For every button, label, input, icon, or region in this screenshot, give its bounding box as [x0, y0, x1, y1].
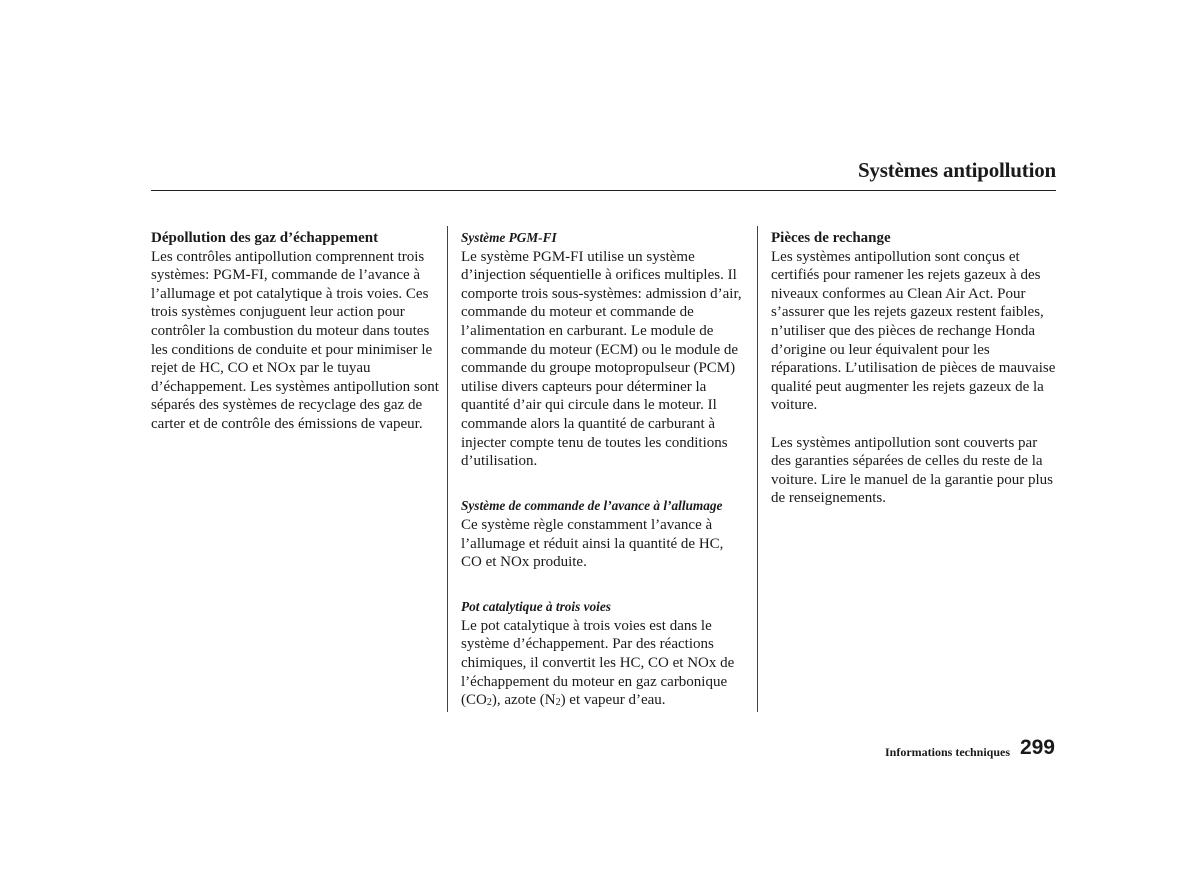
subscript: 2 — [486, 697, 492, 709]
subsection-heading: Pot catalytique à trois voies — [461, 599, 611, 615]
paragraph — [461, 617, 747, 713]
subsection-heading: Système PGM-FI — [461, 230, 557, 245]
paragraph: Ce système règle constamment l’avance à l’allumage et réduit ainsi la quantité de HC, CO et NOx produite. — [461, 516, 724, 571]
column-divider — [447, 226, 448, 712]
section-heading: Pièces de rechange — [771, 230, 891, 246]
column-divider — [757, 226, 758, 712]
page-number: 299 — [1019, 736, 1055, 759]
paragraph: Les systèmes antipollution sont conçus et certifiés pour ramener les rejets gazeux à des niveaux conformes au Clean Air Act. Pour s’assurer que les rejets gazeux restent faibles, n’utiliser que des pièces de rechange Honda d’origine ou leur équivalent pour les réparations. L’utilisation de pièces de mauvaise qualité peut augmenter les rejets gazeux de la voiture. — [771, 248, 1056, 414]
column-1 — [151, 229, 441, 434]
paragraph: Les contrôles antipollution comprennent trois systèmes: PGM-FI, commande de l’avance à l’allumage et pot catalytique à trois voies. Ces trois systèmes conjuguent leur action pour contrôler la combustion du moteur dans toutes les conditions de conduite et pour minimiser le rejet de HC, CO et NOx par le tuyau d’échappement. Les systèmes antipollution sont séparés des systèmes de recyclage des gaz de carter et de contrôle des émissions de vapeur. — [151, 248, 439, 432]
paragraph-text: ), azote (N — [491, 692, 556, 709]
paragraph: Le système PGM-FI utilise un système d’injection séquentielle à orifices multiples. Il comporte trois sous-systèmes: admission d’air, commande du moteur et commande de l’alimentation en carburant. Le module de commande du moteur (ECM) ou le module de commande du groupe motopropulseur (PCM) utilise divers capteurs pour déterminer la quantité d’air qui circule dans le moteur. Il commande alors la quantité de carburant à injecter compte tenu de toutes les conditions d’utilisation. — [461, 248, 742, 470]
paragraph: Les systèmes antipollution sont couverts par des garanties séparées de celles du reste de la voiture. Lire le manuel de la garantie pour plus de renseignements. — [771, 434, 1053, 507]
paragraph-text: Le pot catalytique à trois voies est dans le système d’échappement. Par des réactions chimiques, il convertit les HC, CO et NOx de l’échappement du moteur en gaz carbonique (CO — [461, 617, 735, 709]
subsection-heading: Système de commande de l’avance à l’allumage — [461, 498, 723, 514]
column-2 — [461, 229, 747, 713]
header-rule — [151, 190, 1056, 191]
section-heading: Dépollution des gaz d’échappement — [151, 230, 379, 246]
paragraph-text: ) et vapeur d’eau. — [560, 692, 666, 709]
column-3 — [771, 229, 1057, 508]
footer-section-label: Informations techniques — [884, 745, 1010, 759]
page-title: Systèmes antipollution — [857, 158, 1056, 182]
subscript: 2 — [555, 697, 561, 709]
